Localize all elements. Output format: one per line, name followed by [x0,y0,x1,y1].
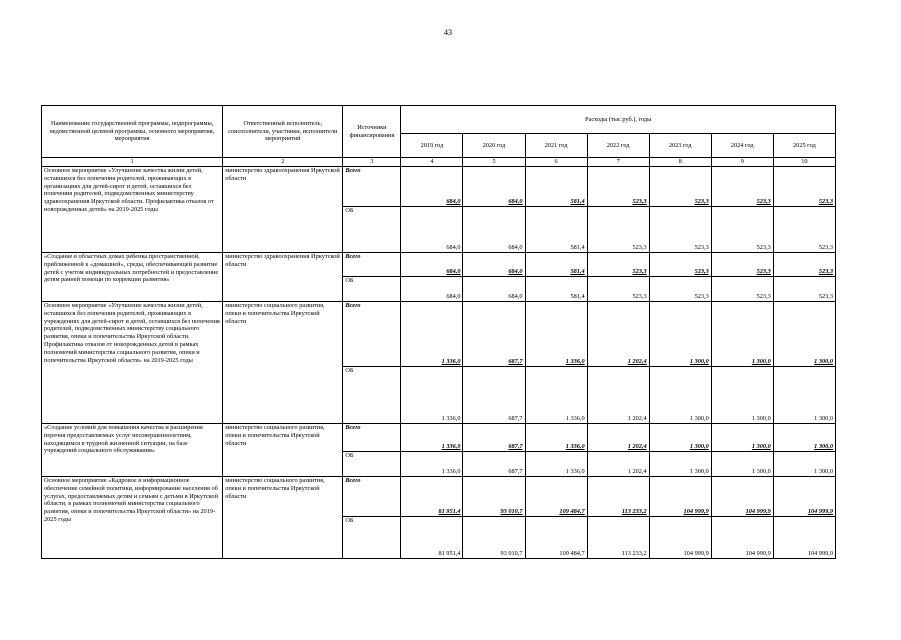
total-value: 684,0 [463,252,525,276]
index-cell: 10 [773,158,835,167]
expenditure-table [41,105,836,559]
ob-value: 684,0 [401,276,463,301]
table-row [42,423,836,451]
source-ob-label: ОБ [343,206,401,252]
source-total-label: Всего [343,423,401,451]
source-ob-label: ОБ [343,366,401,423]
index-cell: 9 [711,158,773,167]
header-year: 2020 год [463,134,525,158]
total-value: 109 484,7 [525,476,587,516]
ob-value: 81 951,4 [401,516,463,558]
ob-value: 93 010,7 [463,516,525,558]
ob-value: 523,3 [773,206,835,252]
header-expenses: Расходы (тыс.руб.), годы [401,106,836,134]
total-value: 113 233,2 [587,476,649,516]
total-value: 523,3 [649,252,711,276]
page-number: 43 [444,28,452,37]
total-value: 523,3 [773,252,835,276]
index-cell: 1 [42,158,223,167]
ob-value: 113 233,2 [587,516,649,558]
ob-value: 1 202,4 [587,451,649,476]
ob-value: 523,3 [773,276,835,301]
table-row [42,476,836,516]
ob-value: 1 202,4 [587,366,649,423]
ob-value: 104 999,9 [773,516,835,558]
header-year: 2024 год [711,134,773,158]
index-cell: 7 [587,158,649,167]
total-value: 581,4 [525,252,587,276]
ob-value: 523,3 [711,206,773,252]
total-value: 104 999,9 [773,476,835,516]
total-value: 687,7 [463,301,525,366]
source-total-label: Всего [343,476,401,516]
index-cell: 4 [401,158,463,167]
ob-value: 523,3 [711,276,773,301]
ob-value: 1 336,0 [401,451,463,476]
source-ob-label: ОБ [343,451,401,476]
total-value: 687,7 [463,423,525,451]
total-value: 1 300,0 [711,301,773,366]
header-source: Источники финансирования [343,106,401,158]
ob-value: 1 300,0 [649,451,711,476]
ob-value: 1 336,0 [525,366,587,423]
index-cell: 2 [223,158,343,167]
table-row [42,252,836,276]
header-year: 2025 год [773,134,835,158]
index-cell: 6 [525,158,587,167]
ob-value: 684,0 [463,276,525,301]
total-value: 1 202,4 [587,301,649,366]
total-value: 104 999,9 [649,476,711,516]
total-value: 1 300,0 [649,423,711,451]
activity-name: Основное мероприятие «Кадровое и информационное обеспечение семейной политики, информирование населения об услугах, предоставляемых детям и семьям с детьми в Иркутской области, в рамках полномочий министерства социального развития, опеки и попечительства Иркутской области» на 2019-2025 годы [42,476,223,558]
table-row [42,301,836,366]
activity-name: Основное мероприятие «Улучшение качества жизни детей, оставшихся без попечения родителей, проживающих в учреждениях для детей-сирот и детей, оставшихся без попечения родителей, подведомственных министерству социального развития, опеки и попечительства Иркутской области. Профилактика отказов от новорожденных детей в рамках полномочий министерства социального развития, опеки и попечительства Иркутской области» на 2019-2025 годы [42,301,223,423]
total-value: 104 999,9 [711,476,773,516]
header-year: 2019 год [401,134,463,158]
ob-value: 523,3 [649,206,711,252]
executor-name: министерство здравоохранения Иркутской области [223,166,343,252]
ob-value: 1 336,0 [401,366,463,423]
ob-value: 523,3 [649,276,711,301]
executor-name: министерство социального развития, опеки и попечительства Иркутской области [223,423,343,476]
source-total-label: Всего [343,252,401,276]
executor-name: министерство социального развития, опеки и попечительства Иркутской области [223,301,343,423]
index-cell: 8 [649,158,711,167]
ob-value: 1 300,0 [773,451,835,476]
total-value: 523,3 [587,252,649,276]
total-value: 684,0 [463,166,525,206]
total-value: 1 300,0 [711,423,773,451]
total-value: 1 300,0 [773,423,835,451]
activity-name: Основное мероприятие «Улучшение качества жизни детей, оставшихся без попечения родителей, проживающих в организациях для детей-сирот и детей, оставшихся без попечения родителей, подведомственных министерству здравоохранения Иркутской области. Профилактика отказов от новорожденных детей» на 2019-2025 годы [42,166,223,252]
header-name: Наименование государственной программы, подпрограммы, ведомственной целевой программы, основного мероприятия, мероприятия [42,106,223,158]
total-value: 523,3 [587,166,649,206]
executor-name: министерство здравоохранения Иркутской области [223,252,343,301]
activity-name: «Создание в областных домах ребенка пространственной, приближенной к «домашней», среды, обеспечивающей развитие детей с учетом индивидуальных потребностей и предоставление детям ранней помощи по коррекции развития» [42,252,223,301]
header-year: 2021 год [525,134,587,158]
source-total-label: Всего [343,301,401,366]
executor-name: министерство социального развития, опеки и попечительства Иркутской области [223,476,343,558]
header-year: 2023 год [649,134,711,158]
total-value: 1 300,0 [649,301,711,366]
total-value: 523,3 [711,166,773,206]
index-cell: 3 [343,158,401,167]
ob-value: 581,4 [525,206,587,252]
activity-name: «Создание условий для повышения качества и расширения перечня предоставляемых услуг несовершеннолетним, находящимся в трудной жизненной ситуации, на базе учреждений социального обслуживания» [42,423,223,476]
header-executor: Ответственный исполнитель, соисполнители, участники, исполнители мероприятий [223,106,343,158]
ob-value: 684,0 [401,206,463,252]
ob-value: 523,3 [587,276,649,301]
total-value: 523,3 [711,252,773,276]
total-value: 1 336,0 [525,301,587,366]
ob-value: 687,7 [463,366,525,423]
total-value: 1 336,0 [401,301,463,366]
header-year: 2022 год [587,134,649,158]
source-ob-label: ОБ [343,516,401,558]
source-ob-label: ОБ [343,276,401,301]
total-value: 684,0 [401,252,463,276]
total-value: 1 336,0 [525,423,587,451]
ob-value: 104 999,9 [711,516,773,558]
ob-value: 1 300,0 [711,451,773,476]
table-row [42,166,836,206]
ob-value: 104 999,9 [649,516,711,558]
total-value: 1 336,0 [401,423,463,451]
ob-value: 523,3 [587,206,649,252]
ob-value: 1 300,0 [711,366,773,423]
ob-value: 109 484,7 [525,516,587,558]
total-value: 1 202,4 [587,423,649,451]
ob-value: 1 300,0 [773,366,835,423]
source-total-label: Всего [343,166,401,206]
ob-value: 684,0 [463,206,525,252]
total-value: 523,3 [649,166,711,206]
ob-value: 1 336,0 [525,451,587,476]
total-value: 581,4 [525,166,587,206]
ob-value: 1 300,0 [649,366,711,423]
ob-value: 581,4 [525,276,587,301]
index-cell: 5 [463,158,525,167]
ob-value: 687,7 [463,451,525,476]
total-value: 1 300,0 [773,301,835,366]
total-value: 684,0 [401,166,463,206]
total-value: 81 951,4 [401,476,463,516]
total-value: 523,3 [773,166,835,206]
total-value: 93 010,7 [463,476,525,516]
